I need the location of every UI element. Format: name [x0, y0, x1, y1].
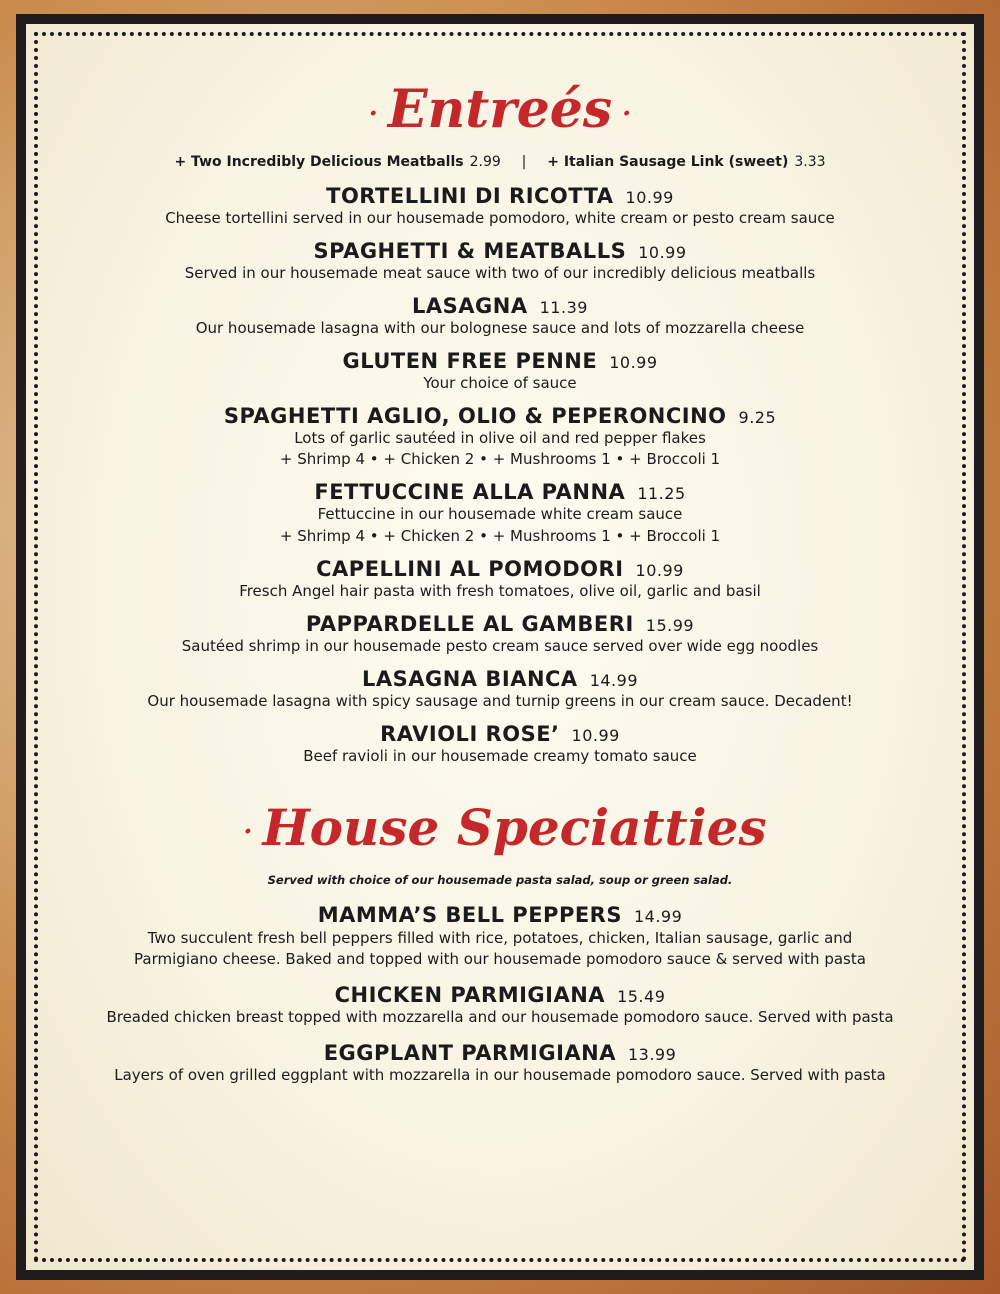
- item-description: Our housemade lasagna with our bolognese sauce and lots of mozzarella cheese: [195, 318, 805, 337]
- specialty-item: [56, 1041, 944, 1087]
- item-description: Your choice of sauce: [423, 373, 577, 392]
- addon-separator: |: [521, 154, 527, 170]
- specialty-item: [56, 903, 944, 971]
- ornament-dot: ·: [243, 817, 253, 848]
- item-price: 14.99: [633, 907, 683, 927]
- item-name: TORTELLINI DI RICOTTA: [326, 184, 614, 208]
- entrees-title: Entreés: [387, 79, 613, 140]
- menu-item: [56, 722, 944, 768]
- item-extras: + Shrimp 4 • + Chicken 2 • + Mushrooms 1 • + Broccoli 1: [279, 527, 721, 546]
- item-name: CAPELLINI AL POMODORI: [316, 556, 624, 581]
- menu-item: [56, 349, 944, 395]
- menu-paper: [26, 24, 974, 1270]
- item-name: LASAGNA: [412, 293, 528, 318]
- item-price: 10.99: [638, 242, 687, 262]
- item-description: Beef ravioli in our housemade creamy tomato sauce: [303, 746, 697, 765]
- item-price: 9.25: [738, 407, 777, 427]
- item-name: LASAGNA BIANCA: [361, 666, 578, 691]
- menu-item: [56, 667, 944, 713]
- menu-content: [56, 79, 944, 1099]
- specialty-item: [56, 983, 944, 1029]
- item-description: Sautéed shrimp in our housemade pesto cream sauce served over wide egg noodles: [181, 636, 819, 655]
- item-price: 15.99: [645, 615, 695, 635]
- served-with-note: Served with choice of our housemade pasta salad, soup or green salad.: [267, 873, 733, 888]
- ornament-dot: ·: [368, 98, 378, 129]
- item-price: 11.39: [539, 297, 588, 317]
- item-name: PAPPARDELLE AL GAMBERI: [305, 611, 634, 636]
- item-name: FETTUCCINE ALLA PANNA: [314, 480, 626, 505]
- item-name: RAVIOLI ROSE’: [380, 721, 560, 746]
- house-specialties-title: House Speciatties: [262, 798, 767, 858]
- item-price: 11.25: [637, 484, 686, 504]
- entree-addons: [56, 154, 944, 170]
- entrees-heading: [56, 79, 944, 140]
- item-name: EGGPLANT PARMIGIANA: [323, 1040, 616, 1065]
- addon-label: + Two Incredibly Delicious Meatballs: [174, 154, 464, 170]
- item-description: Cheese tortellini served in our housemade pomodoro, white cream or pesto cream sauce: [165, 209, 835, 228]
- item-price: 13.99: [627, 1044, 677, 1064]
- addon-price: 2.99: [469, 154, 501, 170]
- item-description: Served in our housemade meat sauce with two of our incredibly delicious meatballs: [184, 264, 816, 283]
- item-price: 10.99: [625, 188, 674, 207]
- addon-price: 3.33: [794, 154, 826, 170]
- item-description: Lots of garlic sautéed in olive oil and red pepper flakes: [294, 428, 706, 447]
- item-name: CHICKEN PARMIGIANA: [334, 983, 606, 1008]
- item-price: 10.99: [571, 725, 620, 745]
- item-extras: + Shrimp 4 • + Chicken 2 • + Mushrooms 1 • + Broccoli 1: [279, 450, 721, 469]
- item-price: 15.49: [617, 987, 666, 1007]
- menu-item: [56, 557, 944, 603]
- ornament-dot: ·: [622, 98, 632, 129]
- menu-item: [56, 239, 944, 285]
- item-description: Fettuccine in our housemade white cream sauce: [317, 505, 683, 524]
- house-specialties-heading: [56, 798, 944, 858]
- item-name: MAMMA’S BELL PEPPERS: [317, 903, 622, 928]
- item-price: 14.99: [589, 670, 638, 690]
- item-description-continued: Parmigiano cheese. Baked and topped with our housemade pomodoro sauce & served with pasta: [134, 950, 866, 969]
- item-price: 10.99: [635, 560, 684, 580]
- item-description: Our housemade lasagna with spicy sausage and turnip greens in our cream sauce. Decadent!: [147, 691, 853, 710]
- menu-item: [56, 184, 944, 230]
- item-description: Fresch Angel hair pasta with fresh tomatoes, olive oil, garlic and basil: [239, 581, 761, 600]
- addon-label: + Italian Sausage Link (sweet): [547, 154, 789, 170]
- item-name: GLUTEN FREE PENNE: [342, 348, 598, 373]
- menu-frame: [16, 14, 984, 1280]
- menu-item: [56, 404, 944, 472]
- item-description: Two succulent fresh bell peppers filled with rice, potatoes, chicken, Italian sausage, garlic and: [147, 928, 853, 947]
- menu-item: [56, 294, 944, 340]
- item-price: 10.99: [609, 352, 658, 372]
- item-name: SPAGHETTI & MEATBALLS: [313, 238, 627, 263]
- item-name: SPAGHETTI AGLIO, OLIO & PEPERONCINO: [223, 403, 727, 428]
- menu-item: [56, 480, 944, 548]
- item-description: Breaded chicken breast topped with mozzarella and our housemade pomodoro sauce. Served with pasta: [106, 1008, 894, 1027]
- item-description: Layers of oven grilled eggplant with mozzarella in our housemade pomodoro sauce. Served with pasta: [114, 1066, 886, 1085]
- menu-item: [56, 612, 944, 658]
